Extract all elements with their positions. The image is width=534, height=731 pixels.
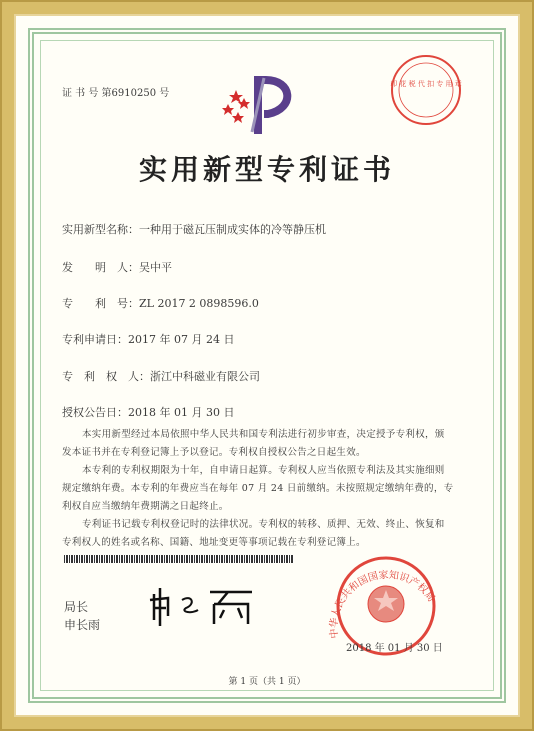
grant-date-label: 授权公告日： (62, 406, 128, 419)
tax-stamp (388, 52, 464, 128)
seal-text: 中华人民共和国国家知识产权局 (328, 569, 437, 639)
paragraph-line-1: 本实用新型经过本局依照中华人民共和国专利法进行初步审查，决定授予专利权，颁 (82, 429, 445, 440)
handwritten-signature (148, 584, 268, 628)
inventor-value: 吴中平 (139, 261, 172, 274)
paragraph-line-4: 规定缴纳年费。本专利的年费应当在每年 07 月 24 日前缴纳。未按照规定缴纳年费的，专 (62, 483, 454, 494)
filing-date-label: 专利申请日： (62, 333, 128, 346)
field-patentee (62, 368, 260, 384)
field-inventor (62, 259, 172, 275)
patentee-label: 专 利 权 人： (62, 370, 150, 383)
certificate-title: 实用新型专利证书 (138, 153, 395, 186)
field-grant-date (62, 404, 234, 420)
field-name (62, 221, 326, 237)
paragraph-line-7: 专利权人的姓名或名称、国籍、地址变更等事项记载在专利登记簿上。 (62, 537, 366, 548)
field-patent-number (62, 295, 259, 311)
seal-date: 2018 年 01 月 30 日 (346, 643, 443, 654)
field-filing-date (62, 331, 234, 347)
barcode (64, 555, 294, 563)
certificate-number: 证 书 号 第6910250 号 (62, 88, 170, 99)
page-footer: 第 1 页（共 1 页） (228, 677, 306, 687)
signature-role: 局长 (64, 600, 89, 614)
inventor-label: 发 明 人： (62, 261, 139, 274)
paragraph-line-6: 专利证书记载专利权登记时的法律状况。专利权的转移、质押、无效、终止、恢复和 (82, 519, 445, 530)
patent-no-label: 专 利 号： (62, 297, 139, 310)
paragraph-line-5: 利权自应当缴纳年费期满之日起终止。 (62, 501, 229, 512)
patent-no-value: ZL 2017 2 0898596.0 (139, 297, 259, 310)
sipo-logo-icon (222, 74, 302, 138)
paragraph-line-3: 本专利的专利权期限为十年，自申请日起算。专利权人应当依照专利法及其实施细则 (82, 465, 445, 476)
filing-date-value: 2017 年 07 月 24 日 (128, 333, 235, 346)
grant-date-value: 2018 年 01 月 30 日 (128, 406, 235, 419)
tax-stamp-text: 印 花 税 代 扣 专 用 章 (390, 80, 462, 88)
paragraph-line-2: 发本证书并在专利登记簿上予以登记。专利权自授权公告之日起生效。 (62, 447, 366, 458)
signature-name: 申长雨 (64, 618, 101, 632)
name-label: 实用新型名称： (62, 223, 139, 236)
patentee-value: 浙江中科磁业有限公司 (150, 370, 260, 383)
name-value: 一种用于磁瓦压制成实体的冷等静压机 (139, 223, 326, 236)
